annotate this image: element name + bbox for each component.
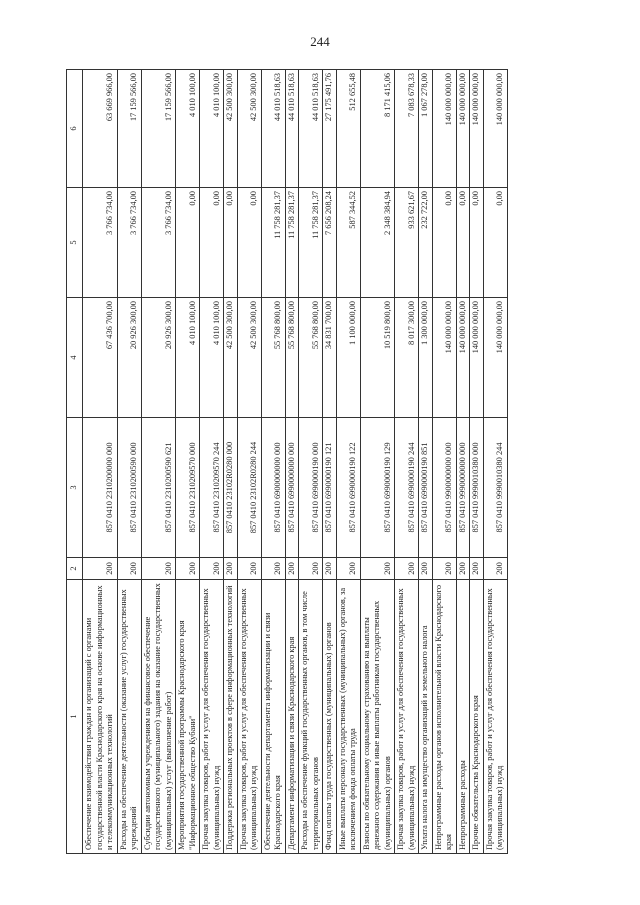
table-row	[360, 70, 395, 854]
row-executed-amount: 0,00	[200, 188, 224, 298]
row-executed-amount: 11 758 281,37	[299, 188, 323, 298]
row-classification-code: 857 0410 6990000190 129	[360, 418, 395, 558]
row-executed-amount: 7 656 208,24	[323, 188, 337, 298]
row-approved-amount: 140 000 000,00	[432, 298, 456, 418]
row-classification-code: 857 0410 23102R0280 000	[224, 418, 238, 558]
row-admin-code: 200	[224, 558, 238, 580]
row-remaining-amount: 1 067 278,00	[419, 70, 433, 188]
row-name: Прочая закупка товаров, работ и услуг для обеспечения государственных (муниципальных) нужд	[237, 580, 261, 854]
row-remaining-amount: 512 655,48	[336, 70, 360, 188]
row-approved-amount: 34 831 700,00	[323, 298, 337, 418]
row-name: Расходы на обеспечение функций государственных органов, в том числе территориальных органов	[299, 580, 323, 854]
row-name: Обеспечение взаимодействия граждан и организаций с органами государственной власти Краснодарского края на основе информационных и телекоммуникационных технологий	[83, 580, 118, 854]
column-header-1: 1	[67, 580, 83, 854]
row-name: Уплата налога на имущество организаций и земельного налога	[419, 580, 433, 854]
row-admin-code: 200	[117, 558, 141, 580]
row-admin-code: 200	[360, 558, 395, 580]
column-header-4: 4	[67, 298, 83, 418]
row-name: Непрограммные расходы органов исполнительной власти Краснодарского края	[432, 580, 456, 854]
row-admin-code: 200	[285, 558, 299, 580]
row-classification-code: 857 0410 2310200590 621	[141, 418, 176, 558]
row-classification-code: 857 0410 2310200000 000	[83, 418, 118, 558]
row-name: Иные выплаты персоналу государственных (муниципальных) органов, за исключением фонда оплаты труда	[336, 580, 360, 854]
table-row	[261, 70, 285, 854]
rotated-table-container	[66, 70, 586, 854]
table-row	[224, 70, 238, 854]
row-classification-code: 857 0410 6990000190 244	[395, 418, 419, 558]
row-approved-amount: 42 500 300,00	[224, 298, 238, 418]
column-header-3: 3	[67, 418, 83, 558]
row-classification-code: 857 0410 6990000190 851	[419, 418, 433, 558]
row-remaining-amount: 17 159 566,00	[141, 70, 176, 188]
row-approved-amount: 20 926 300,00	[117, 298, 141, 418]
table-row	[176, 70, 200, 854]
row-remaining-amount: 140 000 000,00	[470, 70, 484, 188]
row-classification-code: 857 0410 6990000190 121	[323, 418, 337, 558]
row-admin-code: 200	[395, 558, 419, 580]
row-name: Расходы на обеспечение деятельности (оказание услуг) государственных учреждений	[117, 580, 141, 854]
row-name: Обеспечение деятельности департамента информатизации и связи Краснодарского края	[261, 580, 285, 854]
row-name: Мероприятия государственной программы Краснодарского края "Информационное общество Кубани"	[176, 580, 200, 854]
row-executed-amount: 587 344,52	[336, 188, 360, 298]
row-approved-amount: 55 768 800,00	[261, 298, 285, 418]
row-admin-code: 200	[200, 558, 224, 580]
table-row	[200, 70, 224, 854]
row-admin-code: 200	[237, 558, 261, 580]
row-remaining-amount: 140 000 000,00	[432, 70, 456, 188]
row-approved-amount: 140 000 000,00	[483, 298, 507, 418]
page-number: 244	[310, 34, 330, 49]
row-classification-code: 857 0410 23102R0280 244	[237, 418, 261, 558]
row-classification-code: 857 0410 6990000000 000	[285, 418, 299, 558]
table-row	[470, 70, 484, 854]
table-row	[237, 70, 261, 854]
row-name: Фонд оплаты труда государственных (муниципальных) органов	[323, 580, 337, 854]
row-executed-amount: 3 766 734,00	[141, 188, 176, 298]
row-remaining-amount: 4 010 100,00	[200, 70, 224, 188]
row-admin-code: 200	[261, 558, 285, 580]
row-name: Поддержка региональных проектов в сфере информационных технологий	[224, 580, 238, 854]
row-executed-amount: 0,00	[483, 188, 507, 298]
row-executed-amount: 0,00	[224, 188, 238, 298]
row-admin-code: 200	[483, 558, 507, 580]
row-name: Прочая закупка товаров, работ и услуг для обеспечения государственных (муниципальных) нужд	[483, 580, 507, 854]
row-classification-code: 857 0410 2310209570 244	[200, 418, 224, 558]
row-executed-amount: 0,00	[432, 188, 456, 298]
row-remaining-amount: 17 159 566,00	[117, 70, 141, 188]
row-admin-code: 200	[141, 558, 176, 580]
table-row	[432, 70, 456, 854]
row-classification-code: 857 0410 6990000190 000	[299, 418, 323, 558]
row-remaining-amount: 8 171 415,06	[360, 70, 395, 188]
column-header-5: 5	[67, 188, 83, 298]
row-classification-code: 857 0410 9990010380 244	[483, 418, 507, 558]
row-executed-amount: 0,00	[237, 188, 261, 298]
row-executed-amount: 933 621,67	[395, 188, 419, 298]
table-row	[117, 70, 141, 854]
row-executed-amount: 2 348 384,94	[360, 188, 395, 298]
row-classification-code: 857 0410 9990010380 000	[470, 418, 484, 558]
row-executed-amount: 3 766 734,00	[83, 188, 118, 298]
row-executed-amount: 0,00	[176, 188, 200, 298]
row-admin-code: 200	[176, 558, 200, 580]
row-executed-amount: 0,00	[456, 188, 470, 298]
row-name: Прочая закупка товаров, работ и услуг для обеспечения государственных (муниципальных) нужд	[395, 580, 419, 854]
table-row	[285, 70, 299, 854]
row-classification-code: 857 0410 6990000190 122	[336, 418, 360, 558]
row-name: Прочие обязательства Краснодарского края	[470, 580, 484, 854]
row-approved-amount: 55 768 800,00	[299, 298, 323, 418]
row-approved-amount: 4 010 100,00	[200, 298, 224, 418]
row-admin-code: 200	[83, 558, 118, 580]
row-approved-amount: 140 000 000,00	[470, 298, 484, 418]
row-approved-amount: 67 436 700,00	[83, 298, 118, 418]
row-approved-amount: 4 010 100,00	[176, 298, 200, 418]
row-admin-code: 200	[323, 558, 337, 580]
row-classification-code: 857 0410 9900000000 000	[432, 418, 456, 558]
table-row	[299, 70, 323, 854]
row-remaining-amount: 140 000 000,00	[456, 70, 470, 188]
row-admin-code: 200	[456, 558, 470, 580]
row-classification-code: 857 0410 2310200590 000	[117, 418, 141, 558]
row-admin-code: 200	[419, 558, 433, 580]
row-remaining-amount: 42 500 300,00	[237, 70, 261, 188]
table-row	[419, 70, 433, 854]
row-remaining-amount: 63 669 966,00	[83, 70, 118, 188]
table-row	[336, 70, 360, 854]
column-header-2: 2	[67, 558, 83, 580]
row-executed-amount: 11 758 281,37	[285, 188, 299, 298]
table-header-row	[67, 70, 83, 854]
row-name: Прочая закупка товаров, работ и услуг для обеспечения государственных (муниципальных) нужд	[200, 580, 224, 854]
row-admin-code: 200	[299, 558, 323, 580]
row-admin-code: 200	[432, 558, 456, 580]
row-remaining-amount: 7 083 678,33	[395, 70, 419, 188]
row-classification-code: 857 0410 2310209570 000	[176, 418, 200, 558]
row-remaining-amount: 44 010 518,63	[261, 70, 285, 188]
row-remaining-amount: 44 010 518,63	[299, 70, 323, 188]
row-approved-amount: 42 500 300,00	[237, 298, 261, 418]
row-approved-amount: 1 300 000,00	[419, 298, 433, 418]
table-row	[323, 70, 337, 854]
row-name: Непрограммные расходы	[456, 580, 470, 854]
row-remaining-amount: 140 000 000,00	[483, 70, 507, 188]
row-approved-amount: 10 519 800,00	[360, 298, 395, 418]
row-admin-code: 200	[336, 558, 360, 580]
table-body	[83, 70, 508, 854]
row-name: Департамент информатизации и связи Краснодарского края	[285, 580, 299, 854]
row-executed-amount: 0,00	[470, 188, 484, 298]
row-executed-amount: 232 722,00	[419, 188, 433, 298]
row-approved-amount: 8 017 300,00	[395, 298, 419, 418]
table-row	[83, 70, 118, 854]
row-name: Взносы по обязательному социальному страхованию на выплаты денежного содержания и иные выплаты работникам государственных (муниципальных) органов	[360, 580, 395, 854]
row-executed-amount: 3 766 734,00	[117, 188, 141, 298]
row-remaining-amount: 4 010 100,00	[176, 70, 200, 188]
row-remaining-amount: 44 010 518,63	[285, 70, 299, 188]
row-name: Субсидии автономным учреждениям на финансовое обеспечение государственного (муниципального) задания на оказание государственных (муниципальных) услуг (выполнение работ)	[141, 580, 176, 854]
row-remaining-amount: 42 500 300,00	[224, 70, 238, 188]
row-approved-amount: 20 926 300,00	[141, 298, 176, 418]
row-approved-amount: 55 768 800,00	[285, 298, 299, 418]
row-admin-code: 200	[470, 558, 484, 580]
table-row	[456, 70, 470, 854]
table-row	[141, 70, 176, 854]
row-classification-code: 857 0410 9990000000 000	[456, 418, 470, 558]
budget-table	[66, 69, 508, 854]
row-remaining-amount: 27 175 491,76	[323, 70, 337, 188]
row-approved-amount: 1 100 000,00	[336, 298, 360, 418]
table-row	[395, 70, 419, 854]
row-classification-code: 857 0410 6900000000 000	[261, 418, 285, 558]
row-executed-amount: 11 758 281,37	[261, 188, 285, 298]
table-row	[483, 70, 507, 854]
column-header-6: 6	[67, 70, 83, 188]
row-approved-amount: 140 000 000,00	[456, 298, 470, 418]
